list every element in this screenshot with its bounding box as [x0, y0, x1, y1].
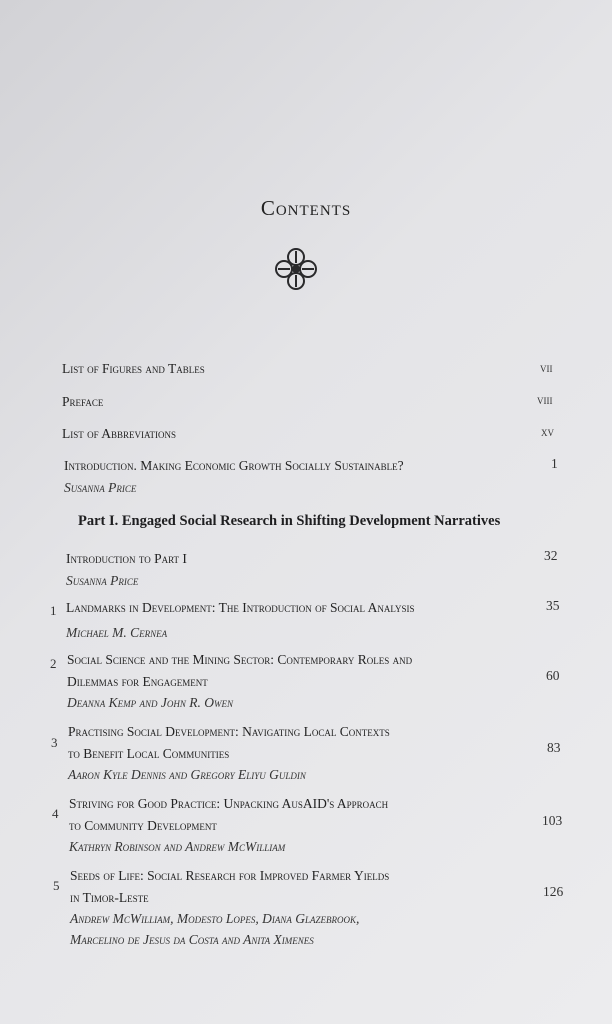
entry-author: Kathryn Robinson and Andrew McWilliam	[69, 839, 286, 854]
page-title: Contents	[260, 196, 352, 220]
entry-author: Andrew McWilliam, Modesto Lopes, Diana Glazebrook,	[70, 911, 360, 926]
entry-title-line-2: to Community Development	[69, 818, 217, 833]
entry-title: Preface	[62, 394, 104, 409]
entry-title-line-2: to Benefit Local Communities	[68, 746, 230, 761]
chapter-number: 2	[50, 656, 57, 671]
entry-title-line-2: Dilemmas for Engagement	[67, 674, 208, 689]
entry-page: xv	[541, 424, 554, 439]
entry-page: 60	[546, 668, 560, 683]
entry-author: Susanna Price	[66, 573, 139, 588]
entry-title: Practising Social Development: Navigating Local Contexts	[68, 724, 390, 739]
entry-title: Introduction. Making Economic Growth Socially Sustainable?	[64, 458, 404, 473]
entry-page: 83	[547, 740, 561, 755]
entry-title: Landmarks in Development: The Introduction of Social Analysis	[66, 600, 415, 615]
entry-page: viii	[537, 392, 553, 407]
entry-page: vii	[540, 360, 553, 375]
entry-title: Striving for Good Practice: Unpacking AusAID's Approach	[69, 796, 389, 811]
chapter-number: 4	[52, 806, 59, 821]
entry-author-line-2: Marcelino de Jesus da Costa and Anita Ximenes	[70, 932, 314, 947]
entry-title: Introduction to Part I	[66, 551, 187, 566]
entry-page: 1	[551, 456, 558, 471]
entry-title: List of Figures and Tables	[62, 361, 205, 376]
part-heading: Part I. Engaged Social Research in Shifting Development Narratives	[78, 513, 501, 529]
chapter-number: 5	[53, 878, 60, 893]
entry-page: 32	[544, 548, 558, 563]
entry-title: Social Science and the Mining Sector: Contemporary Roles and	[67, 652, 413, 667]
entry-author: Susanna Price	[64, 480, 137, 495]
chapter-number: 3	[51, 735, 58, 750]
entry-page: 35	[546, 598, 560, 613]
entry-title: Seeds of Life: Social Research for Improved Farmer Yields	[70, 868, 390, 883]
entry-author: Aaron Kyle Dennis and Gregory Eliyu Guldin	[68, 767, 306, 782]
entry-title: List of Abbreviations	[62, 426, 177, 441]
entry-author: Deanna Kemp and John R. Owen	[67, 695, 233, 710]
entry-page: 126	[543, 884, 564, 899]
entry-title-line-2: in Timor-Leste	[70, 890, 149, 905]
chapter-number: 1	[50, 603, 57, 618]
entry-page: 103	[542, 813, 563, 828]
entry-author: Michael M. Cernea	[66, 625, 168, 640]
ornament-icon	[272, 245, 320, 293]
